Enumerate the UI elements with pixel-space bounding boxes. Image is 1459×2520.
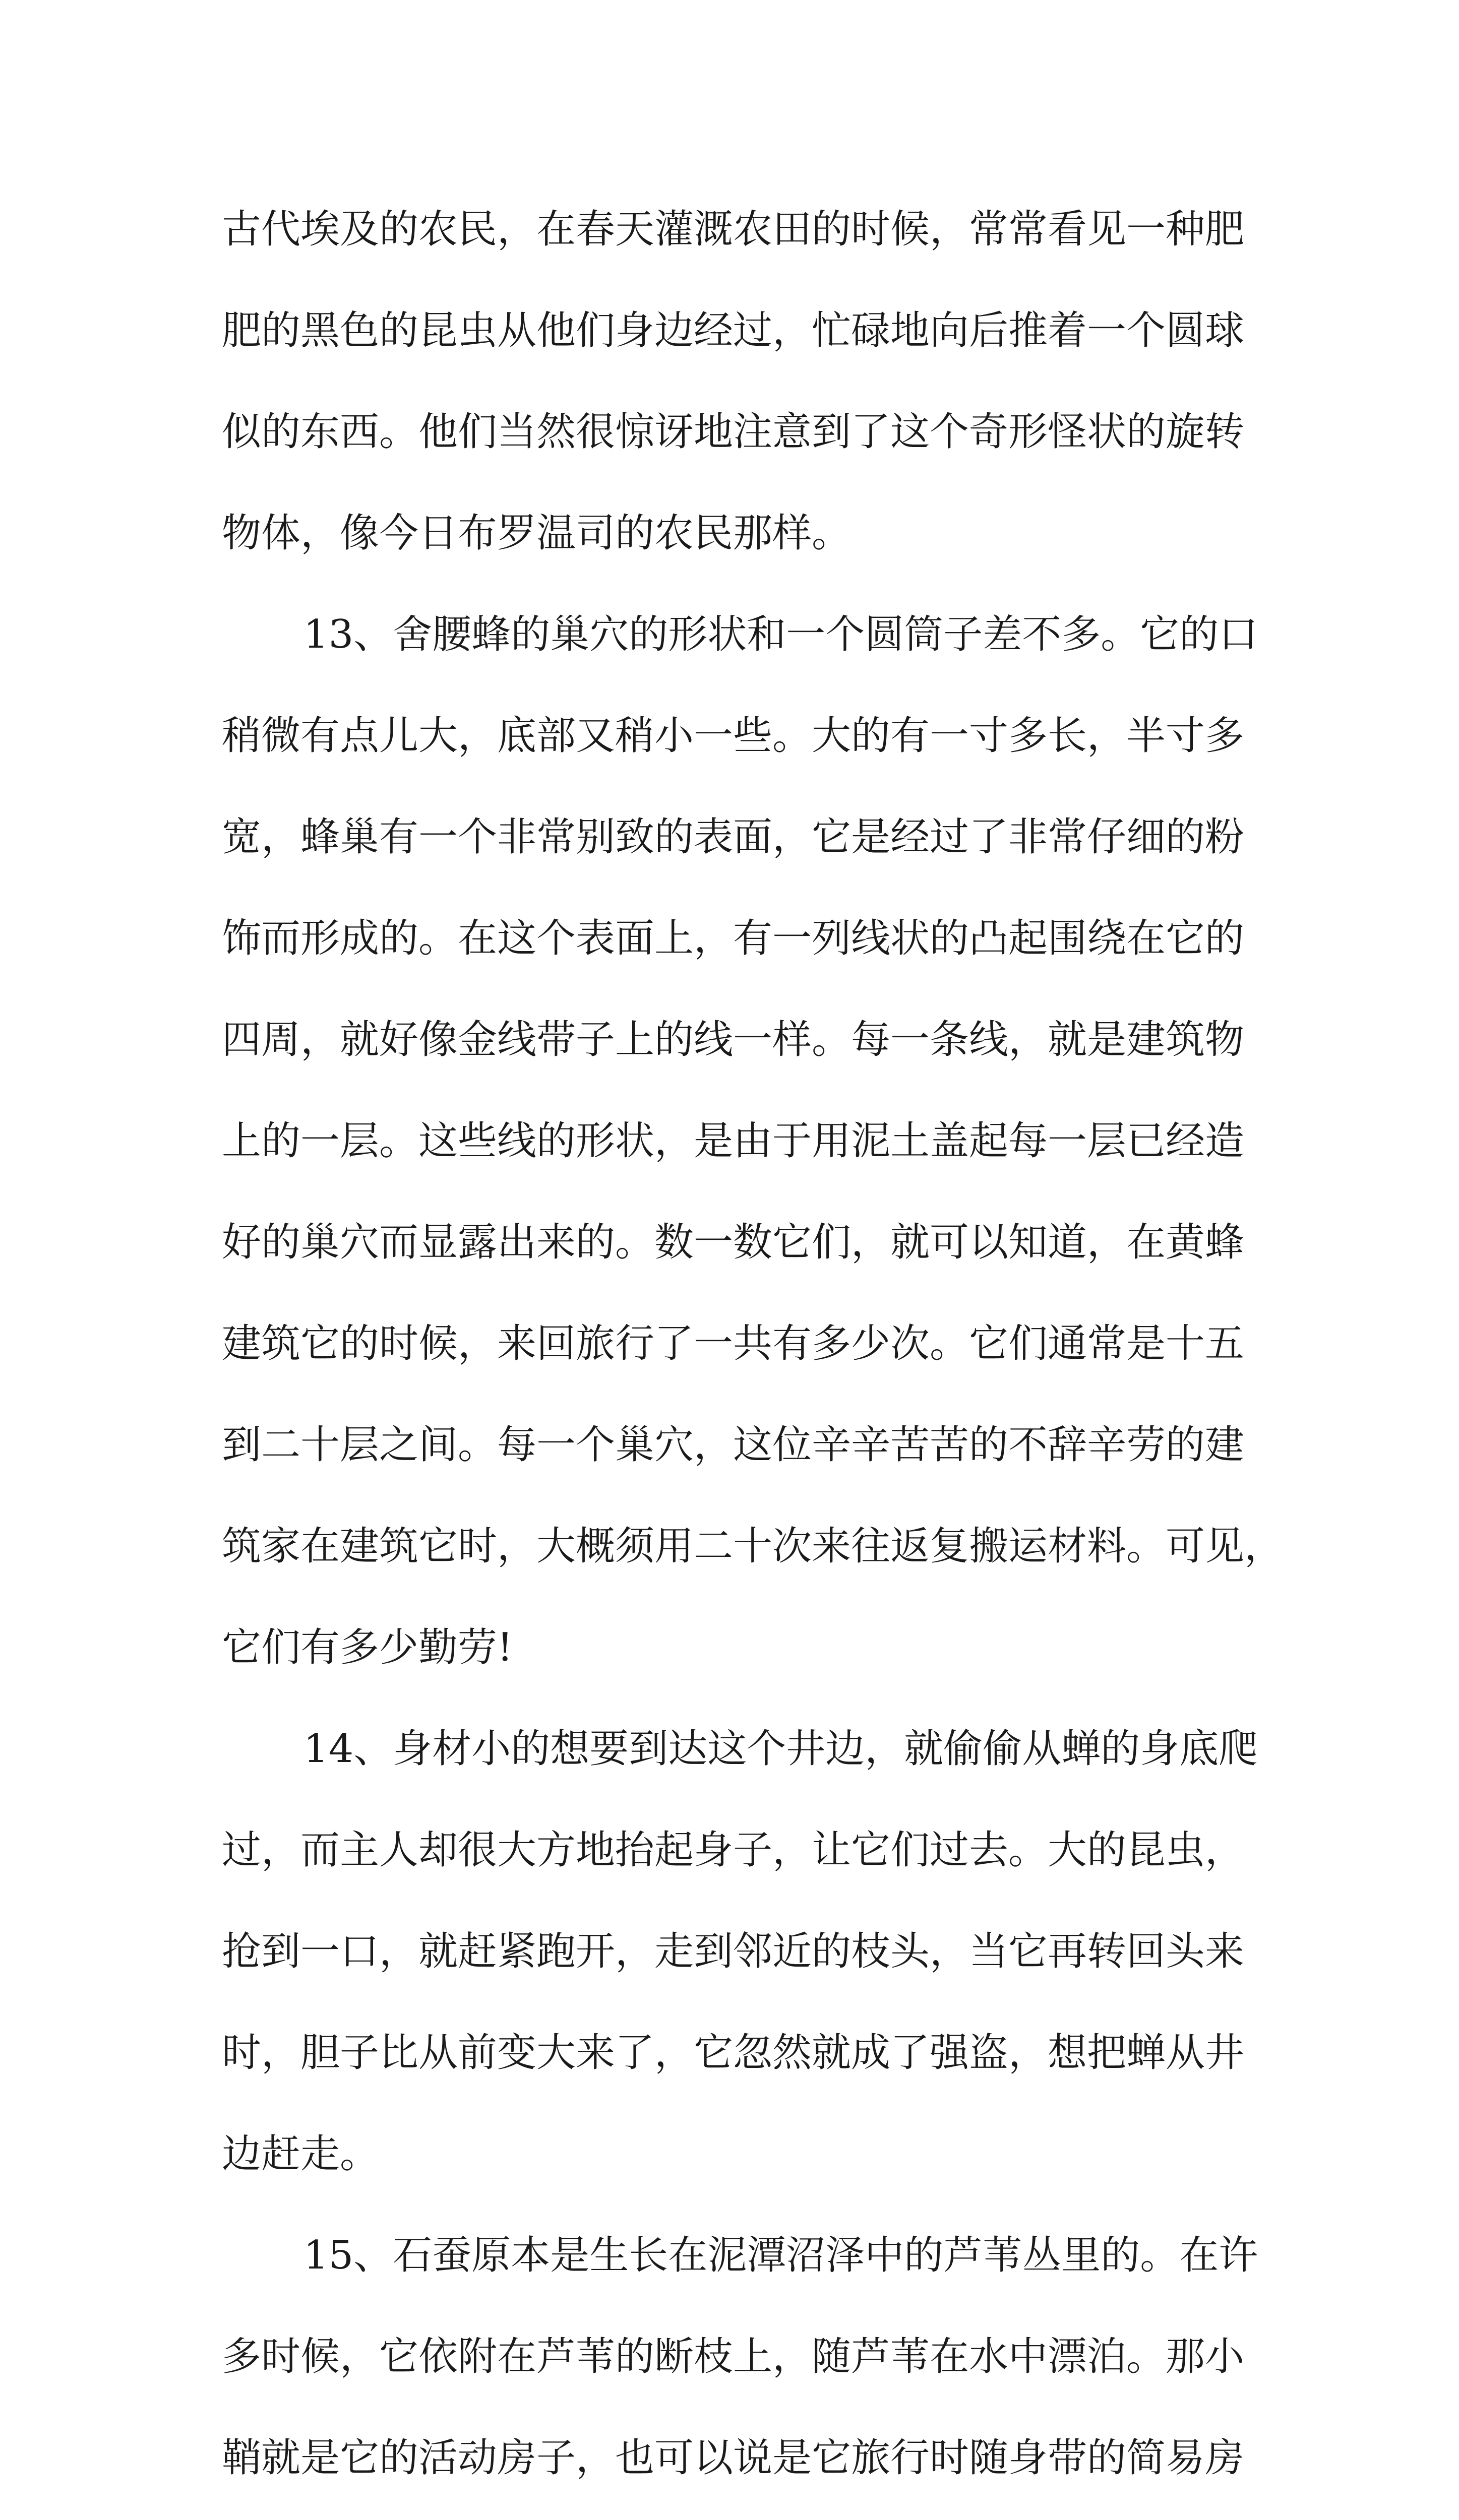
text-line: 时，胆子比从前变大来了，它忽然就成了强盗，想把蝉从井 bbox=[222, 2030, 1245, 2075]
text-line: 鞘就是它的活动房子，也可以说是它旅行时随身带的简易房 bbox=[222, 2435, 1245, 2481]
text-line: 肥的黑色的昆虫从他们身边经过，忙碌地向后推着一个圆球 bbox=[222, 308, 1245, 353]
text-line: 多时候，它依附在芦苇的断枝上，随芦苇在水中漂泊。那小 bbox=[222, 2334, 1245, 2379]
text-line: 饰而形成的。在这个表面上，有一列线状的凸起围绕在它的 bbox=[222, 916, 1245, 961]
text-line: 似的东西。他们当然很惊讶地注意到了这个奇形怪状的旋转 bbox=[222, 409, 1245, 455]
text-line: 稍微有点儿大，底部又稍小一些。大的有一寸多长，半寸多 bbox=[222, 713, 1245, 759]
paragraph-14-first-line: 14、身材小的想要到达这个井边，就偷偷从蝉的身底爬 bbox=[303, 1726, 1258, 1772]
text-line: 抢到一口，就赶紧跑开，走到邻近的枝头，当它再转回头来 bbox=[222, 1929, 1245, 1974]
document-body bbox=[222, 179, 1284, 2520]
text-line: 过，而主人却很大方地抬起身子，让它们过去。大的昆虫， bbox=[222, 1828, 1245, 1873]
paragraph-13-first-line: 13、舍腰蜂的巢穴的形状和一个圆筒子差不多。它的口 bbox=[303, 612, 1258, 657]
paragraph-15-first-line: 15、石蚕原本是生长在泥潭沼泽中的芦苇丛里的。在许 bbox=[303, 2233, 1258, 2278]
text-line: 边赶走。 bbox=[222, 2131, 380, 2177]
text-line bbox=[222, 2509, 1240, 2520]
text-line: 建筑它的时候，来回旅行了一共有多少次。它们通常是十五 bbox=[222, 1321, 1245, 1366]
text-line: 筑家在建筑它时，大概须用二十次来往返复搬运材料。可见， bbox=[222, 1524, 1284, 1569]
text-line: 物体，像今日布罗温司的农民那样。 bbox=[222, 511, 852, 556]
text-line: 好的巢穴而显露出来的。数一数它们，就可以知道，在黄蜂 bbox=[222, 1220, 1245, 1265]
text-line: 上的一层。这些线的形状，是由于用泥土盖起每一层已经造 bbox=[222, 1118, 1245, 1164]
text-line: 它们有多少勤劳! bbox=[222, 1625, 513, 1670]
text-line: 宽，蜂巢有一个非常别致的表面，它是经过了非常仔细的粉 bbox=[222, 814, 1245, 860]
text-line: 到二十层之间。每一个巢穴，这位辛辛苦苦的不辞辛劳的建 bbox=[222, 1422, 1245, 1468]
text-line: 古代埃及的农民，在春天灌溉农田的时候，常常看见一种肥 bbox=[222, 207, 1245, 252]
text-line: 四周，就好像金线带子上的线一样。每一条线，就是建筑物 bbox=[222, 1017, 1245, 1062]
